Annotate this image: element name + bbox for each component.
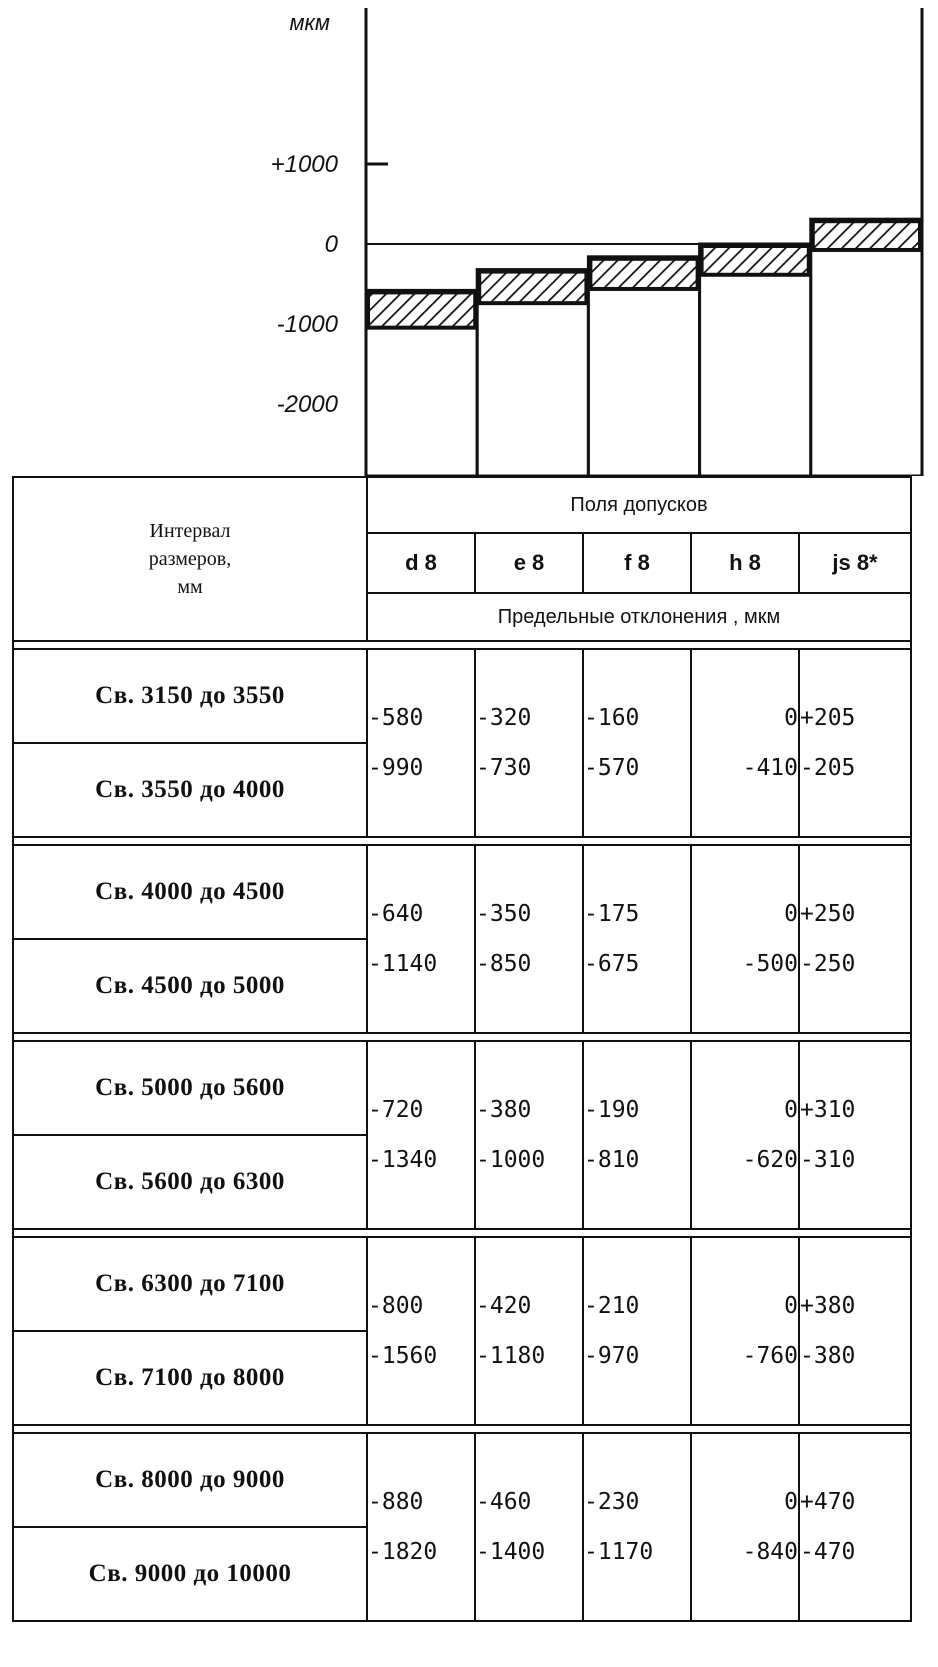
unit-label: мкм xyxy=(289,10,330,35)
field-code-h8: h 8 xyxy=(691,533,799,593)
deviation-lower: -850 xyxy=(476,951,532,977)
deviation-lower: -1400 xyxy=(476,1539,546,1565)
deviation-cell xyxy=(583,845,691,1033)
zone-hatch xyxy=(368,292,475,327)
group-separator xyxy=(13,641,911,649)
group-separator xyxy=(13,837,911,845)
size-range-cell: Св. 6300 до 7100 xyxy=(13,1237,367,1331)
zone-column xyxy=(700,244,811,476)
tolerance-zone-js8 xyxy=(811,219,922,476)
tolerance-zone-h8 xyxy=(700,244,811,476)
deviation-upper: -160 xyxy=(584,705,640,731)
deviation-lower: -675 xyxy=(584,951,640,977)
deviation-cell xyxy=(583,1433,691,1621)
deviation-upper: +380 xyxy=(800,1293,856,1319)
deviation-upper: -230 xyxy=(584,1489,640,1515)
deviation-upper: -420 xyxy=(476,1293,532,1319)
tolerance-zone-diagram xyxy=(0,0,938,476)
deviation-cell xyxy=(799,845,911,1033)
deviation-lower: -730 xyxy=(476,755,532,781)
deviation-lower: -1170 xyxy=(584,1539,654,1565)
deviation-upper: -380 xyxy=(476,1097,532,1123)
deviation-cell xyxy=(799,649,911,837)
size-range-cell: Св. 5600 до 6300 xyxy=(13,1135,367,1229)
deviation-cell xyxy=(691,1041,799,1229)
tolerance-zone-e8 xyxy=(477,270,588,476)
zone-column xyxy=(811,219,922,476)
deviation-upper: -460 xyxy=(476,1489,532,1515)
deviation-upper: 0 xyxy=(784,1097,798,1123)
zone-hatch xyxy=(479,272,586,304)
group-separator-cell xyxy=(13,1033,911,1041)
deviation-lower: -1000 xyxy=(476,1147,546,1173)
deviation-upper: -190 xyxy=(584,1097,640,1123)
deviation-lower: -1140 xyxy=(368,951,438,977)
deviation-cell xyxy=(475,649,583,837)
tick-label: 0 xyxy=(324,231,338,258)
deviation-cell xyxy=(367,1237,475,1425)
deviation-cell xyxy=(691,845,799,1033)
deviation-lower: -310 xyxy=(800,1147,856,1173)
deviation-cell xyxy=(691,1433,799,1621)
field-code-e8: e 8 xyxy=(475,533,583,593)
deviation-upper: +205 xyxy=(800,705,856,731)
deviation-cell xyxy=(475,1237,583,1425)
deviation-cell xyxy=(799,1041,911,1229)
deviation-cell xyxy=(475,845,583,1033)
size-range-cell: Св. 3150 до 3550 xyxy=(13,649,367,743)
interval-header xyxy=(13,477,367,641)
table-row xyxy=(13,845,911,939)
size-range-cell: Св. 4000 до 4500 xyxy=(13,845,367,939)
size-range-cell: Св. 8000 до 9000 xyxy=(13,1433,367,1527)
deviation-lower: -1820 xyxy=(368,1539,438,1565)
deviation-upper: -350 xyxy=(476,901,532,927)
deviation-cell xyxy=(367,649,475,837)
deviation-upper: -210 xyxy=(584,1293,640,1319)
interval-header-line-1: Интервал xyxy=(149,520,231,542)
deviation-cell xyxy=(367,1433,475,1621)
deviation-upper: +250 xyxy=(800,901,856,927)
deviation-lower: -380 xyxy=(800,1343,856,1369)
table-row xyxy=(13,1237,911,1331)
deviation-cell xyxy=(367,845,475,1033)
zone-hatch xyxy=(813,221,920,250)
deviation-lower: -840 xyxy=(742,1539,798,1565)
deviation-lower: -470 xyxy=(800,1539,856,1565)
deviation-cell xyxy=(583,1237,691,1425)
deviation-lower: -760 xyxy=(742,1343,798,1369)
deviation-cell xyxy=(367,1041,475,1229)
deviation-lower: -410 xyxy=(742,755,798,781)
deviation-lower: -1180 xyxy=(476,1343,546,1369)
deviation-upper: +470 xyxy=(800,1489,856,1515)
deviation-lower: -250 xyxy=(800,951,856,977)
group-separator-cell xyxy=(13,1229,911,1237)
deviation-upper: 0 xyxy=(784,1489,798,1515)
group-separator-cell xyxy=(13,1425,911,1433)
size-range-cell: Св. 3550 до 4000 xyxy=(13,743,367,837)
deviation-upper: 0 xyxy=(784,705,798,731)
deviation-lower: -500 xyxy=(742,951,798,977)
deviation-cell xyxy=(583,1041,691,1229)
size-range-cell: Св. 9000 до 10000 xyxy=(13,1527,367,1621)
deviation-cell xyxy=(799,1237,911,1425)
deviation-lower: -205 xyxy=(800,755,856,781)
deviation-upper: -175 xyxy=(584,901,640,927)
deviation-cell xyxy=(475,1041,583,1229)
deviation-lower: -620 xyxy=(742,1147,798,1173)
tick-label: -1000 xyxy=(276,311,338,338)
tolerance-zone-f8 xyxy=(588,257,699,476)
deviation-upper: +310 xyxy=(800,1097,856,1123)
deviation-cell xyxy=(583,649,691,837)
deviation-upper: -720 xyxy=(368,1097,424,1123)
tick-label: +1000 xyxy=(270,151,338,178)
deviation-upper: 0 xyxy=(784,901,798,927)
zone-hatch xyxy=(702,246,809,275)
tolerance-table xyxy=(12,476,912,1622)
interval-header-line-2: размеров, xyxy=(148,548,232,570)
size-range-cell: Св. 7100 до 8000 xyxy=(13,1331,367,1425)
deviation-upper: -320 xyxy=(476,705,532,731)
deviation-upper: -640 xyxy=(368,901,424,927)
deviation-cell xyxy=(799,1433,911,1621)
deviation-upper: -580 xyxy=(368,705,424,731)
size-range-cell: Св. 5000 до 5600 xyxy=(13,1041,367,1135)
zone-hatch xyxy=(590,259,697,289)
deviation-lower: -570 xyxy=(584,755,640,781)
field-code-f8: f 8 xyxy=(583,533,691,593)
table-row xyxy=(13,1041,911,1135)
deviation-lower: -1560 xyxy=(368,1343,438,1369)
deviations-header: Предельные отклонения , мкм xyxy=(367,593,911,641)
deviation-cell xyxy=(475,1433,583,1621)
group-separator xyxy=(13,1229,911,1237)
deviation-upper: -800 xyxy=(368,1293,424,1319)
group-separator-cell xyxy=(13,837,911,845)
group-separator xyxy=(13,1425,911,1433)
deviation-lower: -970 xyxy=(584,1343,640,1369)
table-row xyxy=(13,1433,911,1527)
tick-label: -2000 xyxy=(276,391,338,418)
field-code-d8: d 8 xyxy=(367,533,475,593)
field-code-js8: js 8* xyxy=(799,533,911,593)
tolerance-zone-d8 xyxy=(366,290,477,476)
deviation-lower: -1340 xyxy=(368,1147,438,1173)
table-row xyxy=(13,649,911,743)
deviation-upper: 0 xyxy=(784,1293,798,1319)
fields-header: Поля допусков xyxy=(367,477,911,533)
interval-header-line-3: мм xyxy=(177,576,203,598)
size-range-cell: Св. 4500 до 5000 xyxy=(13,939,367,1033)
deviation-cell xyxy=(691,649,799,837)
group-separator-cell xyxy=(13,641,911,649)
deviation-cell xyxy=(691,1237,799,1425)
deviation-upper: -880 xyxy=(368,1489,424,1515)
deviation-lower: -990 xyxy=(368,755,424,781)
group-separator xyxy=(13,1033,911,1041)
deviation-lower: -810 xyxy=(584,1147,640,1173)
